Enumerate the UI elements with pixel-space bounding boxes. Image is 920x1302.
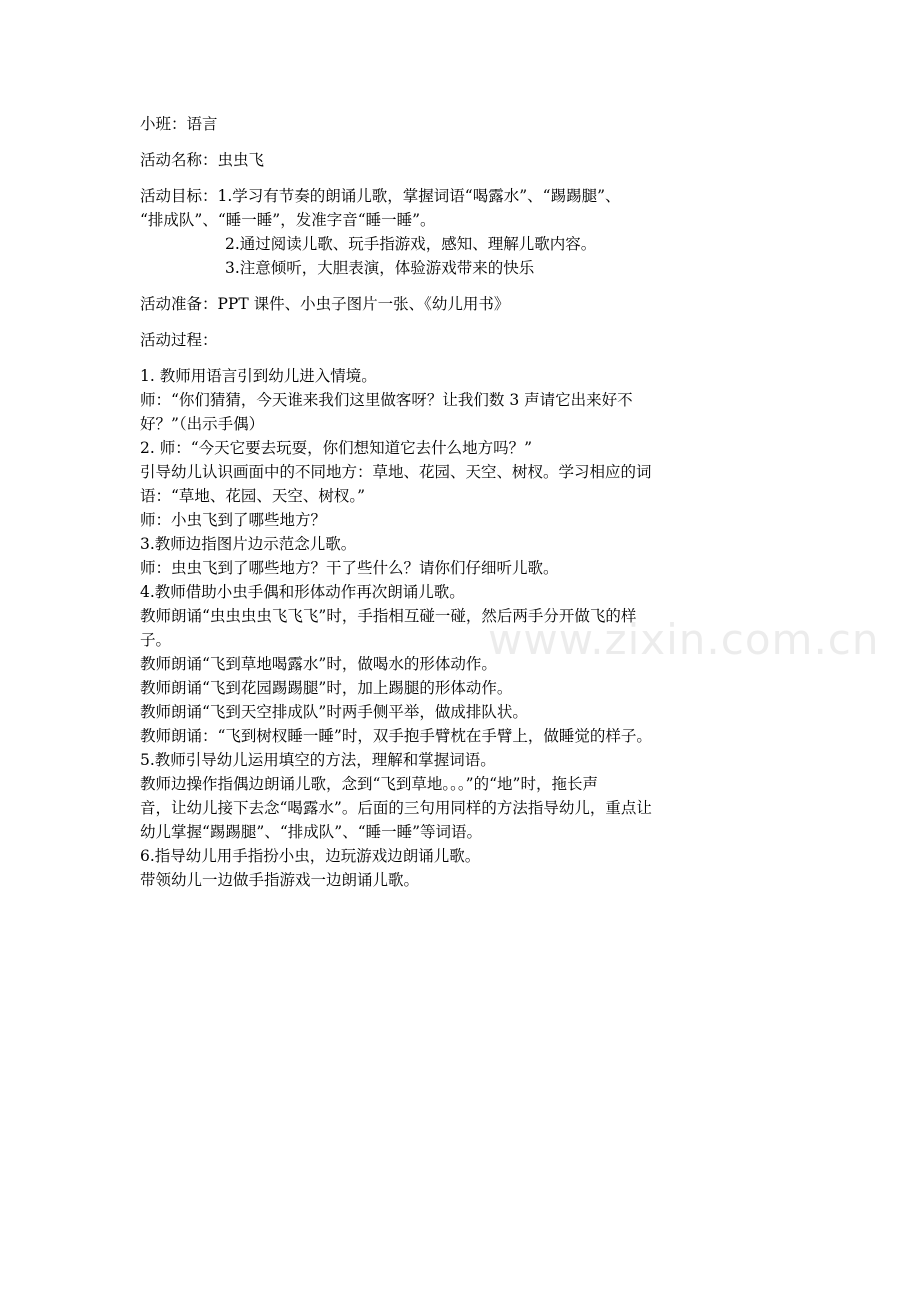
process-title: 活动过程： xyxy=(140,331,218,349)
process-line: 好？”（出示手偶） xyxy=(140,415,265,433)
process-line: 3.教师边指图片边示范念儿歌。 xyxy=(140,535,357,553)
activity-name: 活动名称：虫虫飞 xyxy=(140,151,265,169)
process-line: 师：小虫飞到了哪些地方？ xyxy=(140,511,327,529)
document-body xyxy=(140,112,780,892)
goal-line: 3.注意倾听，大胆表演，体验游戏带来的快乐 xyxy=(225,259,535,277)
process-line: 5.教师引导幼儿运用填空的方法，理解和掌握词语。 xyxy=(140,751,496,769)
goals-block xyxy=(140,184,780,280)
class-line: 小班：语言 xyxy=(140,115,218,133)
process-line: 6.指导幼儿用手指扮小虫，边玩游戏边朗诵儿歌。 xyxy=(140,847,481,865)
process-line: 音，让幼儿接下去念“喝露水”。后面的三句用同样的方法指导幼儿，重点让 xyxy=(140,799,652,817)
process-block xyxy=(140,364,780,892)
process-line: 引导幼儿认识画面中的不同地方：草地、花园、天空、树杈。学习相应的词 xyxy=(140,463,652,481)
process-line: 师：“你们猜猜，今天谁来我们这里做客呀？让我们数 3 声请它出来好不 xyxy=(140,391,633,409)
watermark: www.zixin.com.cn xyxy=(488,615,880,664)
process-line: 教师边操作指偶边朗诵儿歌，念到“飞到草地。。。”的“地”时，拖长声 xyxy=(140,775,598,793)
goal-line: “排成队”、“睡一睡”，发准字音“睡一睡”。 xyxy=(140,211,436,229)
process-line: 语：“草地、花园、天空、树杈。” xyxy=(140,487,366,505)
process-line: 教师朗诵“飞到花园踢踢腿”时，加上踢腿的形体动作。 xyxy=(140,679,513,697)
process-line: 2. 师：“今天它要去玩耍，你们想知道它去什么地方吗？” xyxy=(140,439,533,457)
process-line: 教师朗诵“飞到草地喝露水”时，做喝水的形体动作。 xyxy=(140,655,497,673)
process-line: 教师朗诵：“飞到树杈睡一睡”时，双手抱手臂枕在手臂上，做睡觉的样子。 xyxy=(140,727,652,745)
goal-line: 2.通过阅读儿歌、玩手指游戏，感知、理解儿歌内容。 xyxy=(225,235,597,253)
process-line: 1. 教师用语言引到幼儿进入情境。 xyxy=(140,367,377,385)
process-line: 子。 xyxy=(140,631,172,649)
preparation-line: 活动准备：PPT 课件、小虫子图片一张、《幼儿用书》 xyxy=(140,295,510,313)
process-line: 师：虫虫飞到了哪些地方？干了些什么？请你们仔细听儿歌。 xyxy=(140,559,559,577)
process-line: 教师朗诵“飞到天空排成队”时两手侧平举，做成排队状。 xyxy=(140,703,528,721)
goal-line: 活动目标：1.学习有节奏的朗诵儿歌，掌握词语“喝露水”、“踢踢腿”、 xyxy=(140,187,621,205)
process-line: 4.教师借助小虫手偶和形体动作再次朗诵儿歌。 xyxy=(140,583,465,601)
process-line: 幼儿掌握“踢踢腿”、“排成队”、“睡一睡”等词语。 xyxy=(140,823,483,841)
process-line: 带领幼儿一边做手指游戏一边朗诵儿歌。 xyxy=(140,871,420,889)
process-line: 教师朗诵“虫虫虫虫飞飞飞”时，手指相互碰一碰，然后两手分开做飞的样 xyxy=(140,607,637,625)
